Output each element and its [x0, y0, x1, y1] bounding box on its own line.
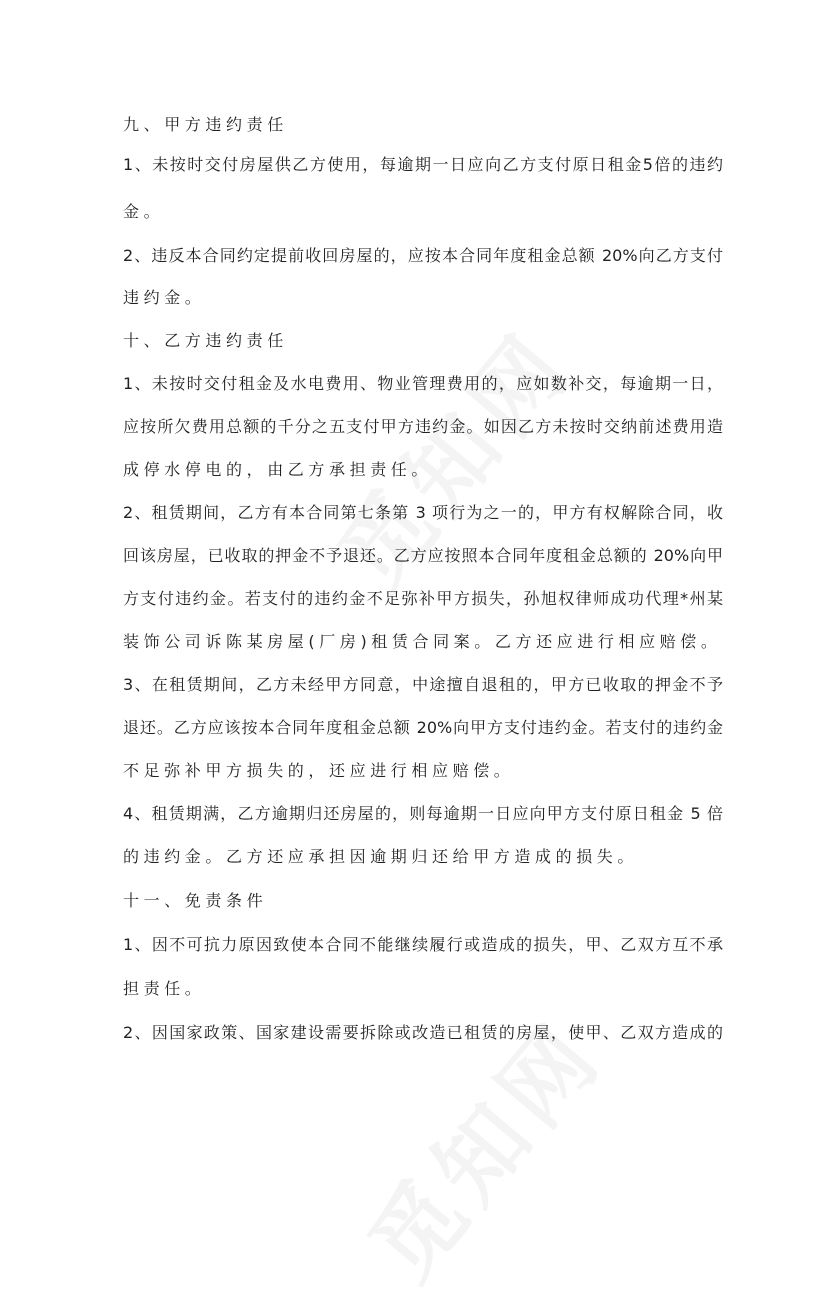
paragraph-line: 担责任。 — [123, 979, 206, 998]
paragraph-line: 1、因不可抗力原因致使本合同不能继续履行或造成的损失，甲、乙双方互不承 — [123, 935, 723, 954]
paragraph-line: 成停水停电的，由乙方承担责任。 — [123, 460, 433, 479]
paragraph-line: 2、租赁期间，乙方有本合同第七条第 3 项行为之一的，甲方有权解除合同，收 — [123, 503, 723, 522]
paragraph-line: 违约金。 — [123, 288, 206, 307]
paragraph-line: 金。 — [123, 202, 165, 221]
paragraph-line: 退还。乙方应该按本合同年度租金总额 20%向甲方支付违约金。若支付的违约金 — [123, 718, 723, 737]
paragraph-line: 的违约金。乙方还应承担因逾期归还给甲方造成的损失。 — [123, 847, 639, 866]
paragraph-line: 不足弥补甲方损失的，还应进行相应赔偿。 — [123, 761, 515, 780]
paragraph-line: 1、未按时交付租金及水电费用、物业管理费用的，应如数补交，每逾期一日， — [123, 374, 723, 393]
paragraph-line: 2、违反本合同约定提前收回房屋的，应按本合同年度租金总额 20%向乙方支付 — [123, 246, 723, 265]
paragraph-line: 回该房屋，已收取的押金不予退还。乙方应按照本合同年度租金总额的 20%向甲 — [123, 546, 723, 565]
paragraph-line: 装饰公司诉陈某房屋(厂房)租赁合同案。乙方还应进行相应赔偿。 — [123, 632, 722, 651]
paragraph-line: 3、在租赁期间，乙方未经甲方同意，中途擅自退租的，甲方已收取的押金不予 — [123, 675, 723, 694]
paragraph-line: 1、未按时交付房屋供乙方使用，每逾期一日应向乙方支付原日租金5倍的违约 — [123, 155, 723, 174]
section-heading: 十、乙方违约责任 — [123, 331, 288, 350]
paragraph-line: 方支付违约金。若支付的违约金不足弥补甲方损失，孙旭权律师成功代理*州某 — [123, 589, 723, 608]
section-heading: 九、甲方违约责任 — [123, 115, 288, 134]
paragraph-line: 2、因国家政策、国家建设需要拆除或改造已租赁的房屋，使甲、乙双方造成的 — [123, 1023, 723, 1042]
section-heading: 十一、免责条件 — [123, 891, 268, 910]
paragraph-line: 4、租赁期满，乙方逾期归还房屋的，则每逾期一日应向甲方支付原日租金 5 倍 — [123, 804, 723, 823]
paragraph-line: 应按所欠费用总额的千分之五支付甲方违约金。如因乙方未按时交纳前述费用造 — [123, 417, 723, 436]
